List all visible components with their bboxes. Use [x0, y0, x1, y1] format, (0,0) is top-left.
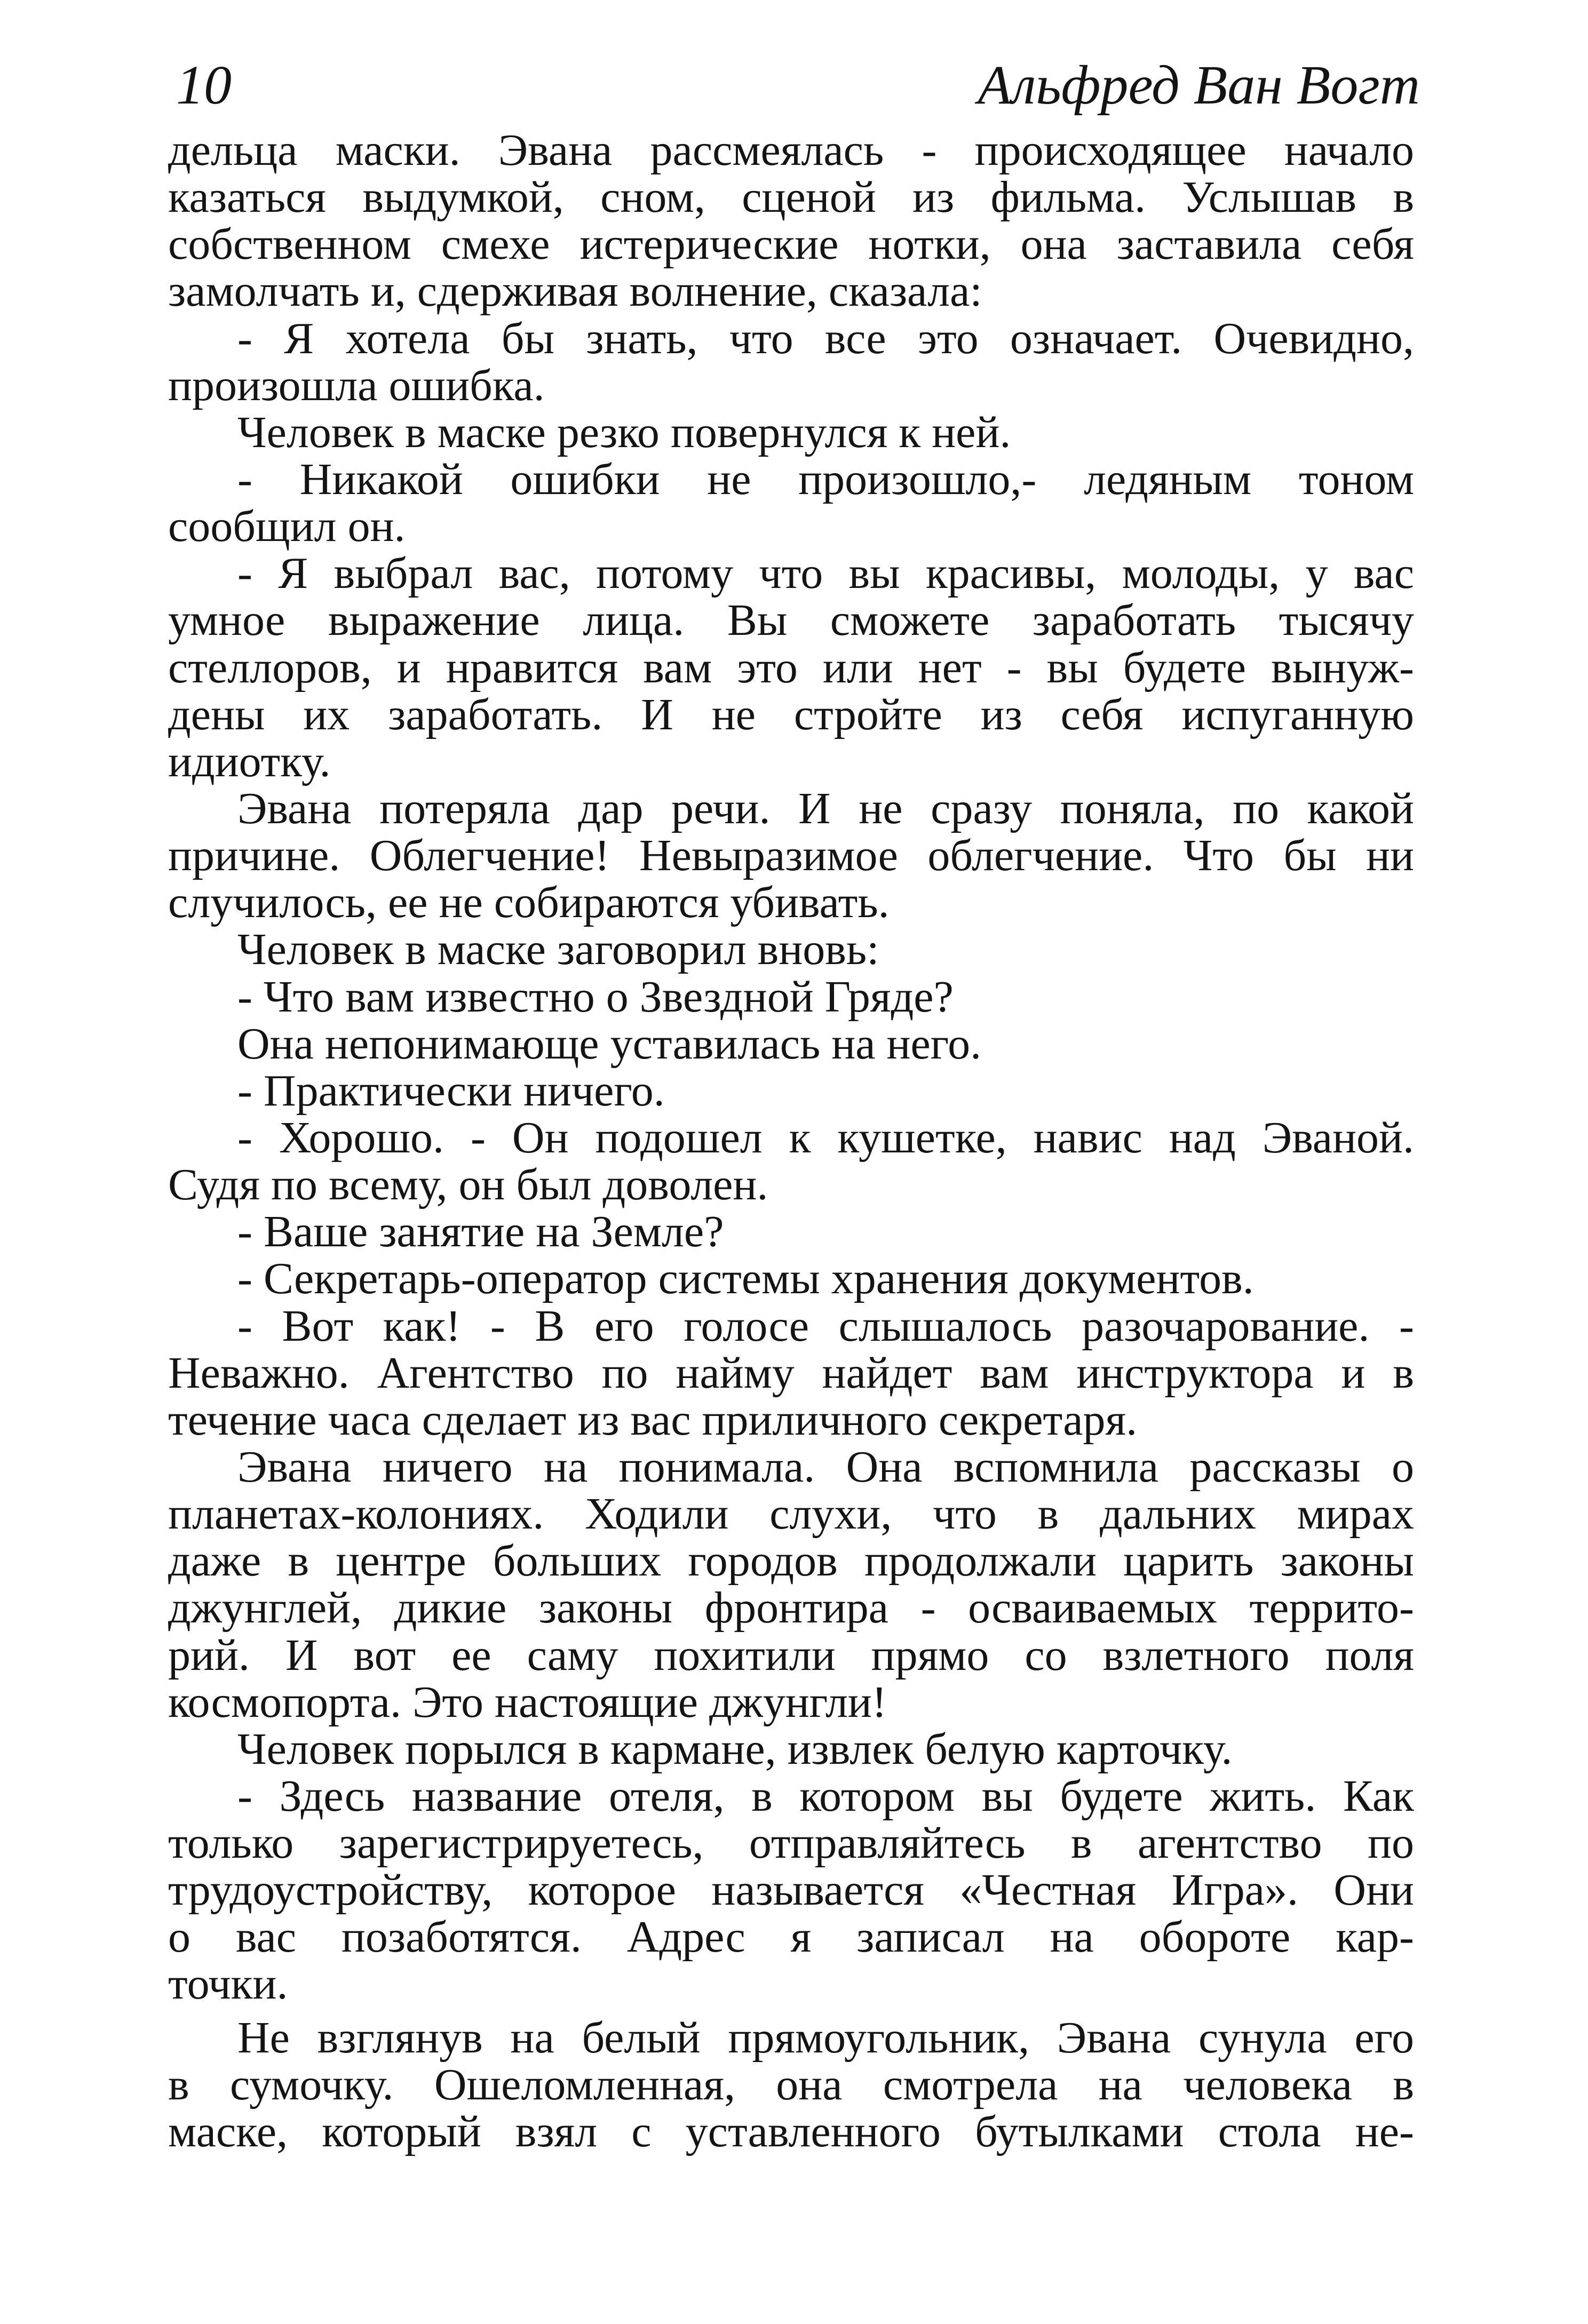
- text-line: в сумочку. Ошеломленная, она смотрела на человека в: [168, 2059, 1414, 2110]
- text-line: Эвана ничего на понимала. Она вспомнила рассказы о: [237, 1442, 1414, 1492]
- text-line: маске, который взял с уставленного бутылками стола не-: [168, 2106, 1414, 2156]
- text-line: - Я выбрал вас, потому что вы красивы, молоды, у вас: [237, 548, 1414, 599]
- text-line: умное выражение лица. Вы сможете заработать тысячу: [168, 595, 1414, 646]
- page-header: [168, 51, 1420, 120]
- text-line: трудоустройству, которое называется «Честная Игра». Они: [168, 1865, 1414, 1915]
- text-line: стеллоров, и нравится вам это или нет - вы будете вынуж-: [168, 642, 1414, 693]
- text-line: Человек порылся в кармане, извлек белую карточку.: [237, 1724, 1233, 1774]
- text-line: течение часа сделает из вас приличного секретаря.: [168, 1395, 1138, 1445]
- text-line: собственном смехе истерические нотки, она заставила себя: [168, 219, 1414, 269]
- text-line: Она непонимающе уставилась на него.: [237, 1018, 982, 1069]
- text-line: - Практически ничего.: [237, 1065, 665, 1116]
- text-line: - Я хотела бы знать, что все это означает. Очевидно,: [237, 313, 1414, 363]
- text-line: Судя по всему, он был доволен.: [168, 1160, 768, 1210]
- text-line: Неважно. Агентство по найму найдет вам инструктора и в: [168, 1348, 1414, 1398]
- text-line: - Секретарь-оператор системы хранения документов.: [237, 1254, 1254, 1304]
- text-line: произошла ошибка.: [168, 360, 545, 410]
- text-line: - Хорошо. - Он подошел к кушетке, навис над Эваной.: [237, 1112, 1414, 1163]
- text-line: казаться выдумкой, сном, сценой из фильма. Услышав в: [168, 172, 1414, 222]
- text-line: даже в центре больших городов продолжали царить законы: [168, 1536, 1414, 1586]
- page-number: 10: [176, 54, 232, 116]
- text-line: - Что вам известно о Звездной Гряде?: [237, 972, 954, 1022]
- text-line: случилось, ее не собираются убивать.: [168, 878, 890, 928]
- text-line: Эвана потеряла дар речи. И не сразу поняла, по какой: [237, 783, 1414, 833]
- running-head: Альфред Ван Вогт: [978, 54, 1420, 116]
- text-line: космопорта. Это настоящие джунгли!: [168, 1677, 887, 1727]
- text-line: - Ваше занятие на Земле?: [237, 1207, 724, 1257]
- text-line: джунглей, дикие законы фронтира - осваиваемых террито-: [168, 1583, 1414, 1633]
- text-line: сообщил он.: [168, 502, 406, 552]
- text-line: - Никакой ошибки не произошло,- ледяным тоном: [237, 454, 1414, 504]
- text-line: - Здесь название отеля, в котором вы будете жить. Как: [237, 1771, 1414, 1821]
- text-line: Человек в маске резко повернулся к ней.: [237, 407, 1011, 457]
- text-line: дельца маски. Эвана рассмеялась - происходящее начало: [168, 125, 1414, 175]
- text-line: замолчать и, сдерживая волнение, сказала:: [168, 266, 982, 316]
- text-line: идиотку.: [168, 736, 331, 786]
- text-line: Не взглянув на белый прямоугольник, Эвана сунула его: [237, 2012, 1414, 2063]
- text-line: о вас позаботятся. Адрес я записал на обороте кар-: [168, 1912, 1414, 1962]
- text-line: дены их заработать. И не стройте из себя испуганную: [168, 689, 1414, 739]
- text-line: планетах-колониях. Ходили слухи, что в дальних мирах: [168, 1489, 1414, 1539]
- text-line: Человек в маске заговорил вновь:: [237, 925, 879, 975]
- text-line: точки.: [168, 1959, 288, 2009]
- text-line: причине. Облегчение! Невыразимое облегчение. Что бы ни: [168, 831, 1414, 881]
- text-line: только зарегистрируетесь, отправляйтесь в агентство по: [168, 1818, 1414, 1868]
- text-line: - Вот как! - В его голосе слышалось разочарование. -: [237, 1301, 1414, 1351]
- text-line: рий. И вот ее саму похитили прямо со взлетного поля: [168, 1630, 1414, 1680]
- body-text: [168, 127, 1414, 2155]
